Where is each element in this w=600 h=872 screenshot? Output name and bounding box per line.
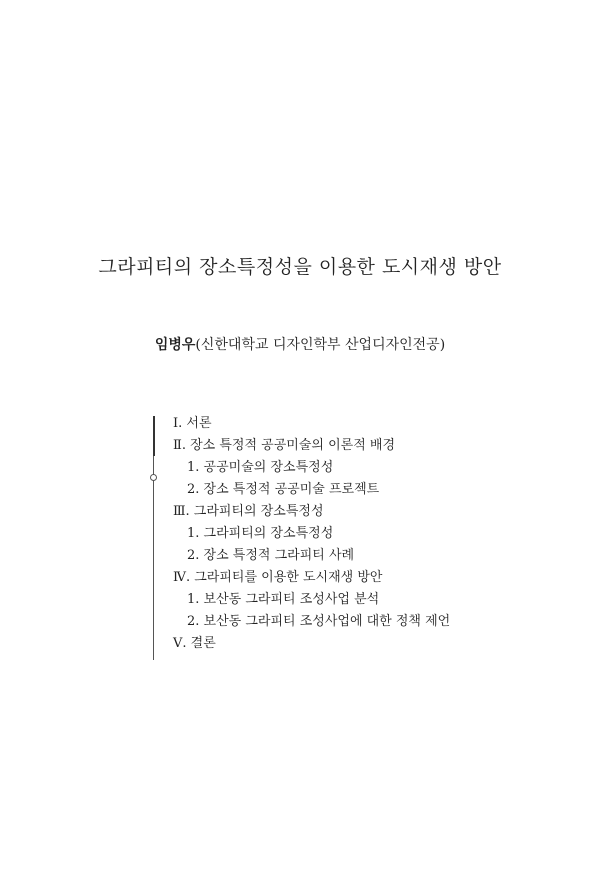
- toc-item: 2. 장소 특정적 그라피티 사례: [187, 548, 355, 563]
- toc-item: Ⅴ. 결론: [173, 636, 216, 651]
- author-line: [0, 334, 600, 354]
- table-of-contents: [153, 416, 493, 660]
- toc-item: Ⅰ. 서론: [173, 416, 212, 431]
- toc-rule-top: [153, 416, 155, 456]
- toc-item: 2. 보산동 그라피티 조성사업에 대한 정책 제언: [187, 614, 451, 629]
- toc-item: 1. 보산동 그라피티 조성사업 분석: [187, 592, 380, 607]
- toc-item: Ⅲ. 그라피티의 장소특정성: [173, 504, 324, 519]
- paper-title: 그라피티의 장소특정성을 이용한 도시재생 방안: [98, 256, 502, 278]
- toc-item: 1. 공공미술의 장소특정성: [187, 460, 334, 475]
- toc-item: Ⅱ. 장소 특정적 공공미술의 이론적 배경: [173, 438, 396, 453]
- toc-item: Ⅳ. 그라피티를 이용한 도시재생 방안: [173, 570, 383, 585]
- toc-item: 2. 장소 특정적 공공미술 프로젝트: [187, 482, 380, 497]
- toc-rule-marker: [150, 474, 157, 481]
- toc-rule-line: [153, 456, 154, 660]
- toc-item: 1. 그라피티의 장소특정성: [187, 526, 334, 541]
- author-name: 임병우: [154, 337, 196, 353]
- author-affiliation: (신한대학교 디자인학부 산업디자인전공): [195, 337, 446, 353]
